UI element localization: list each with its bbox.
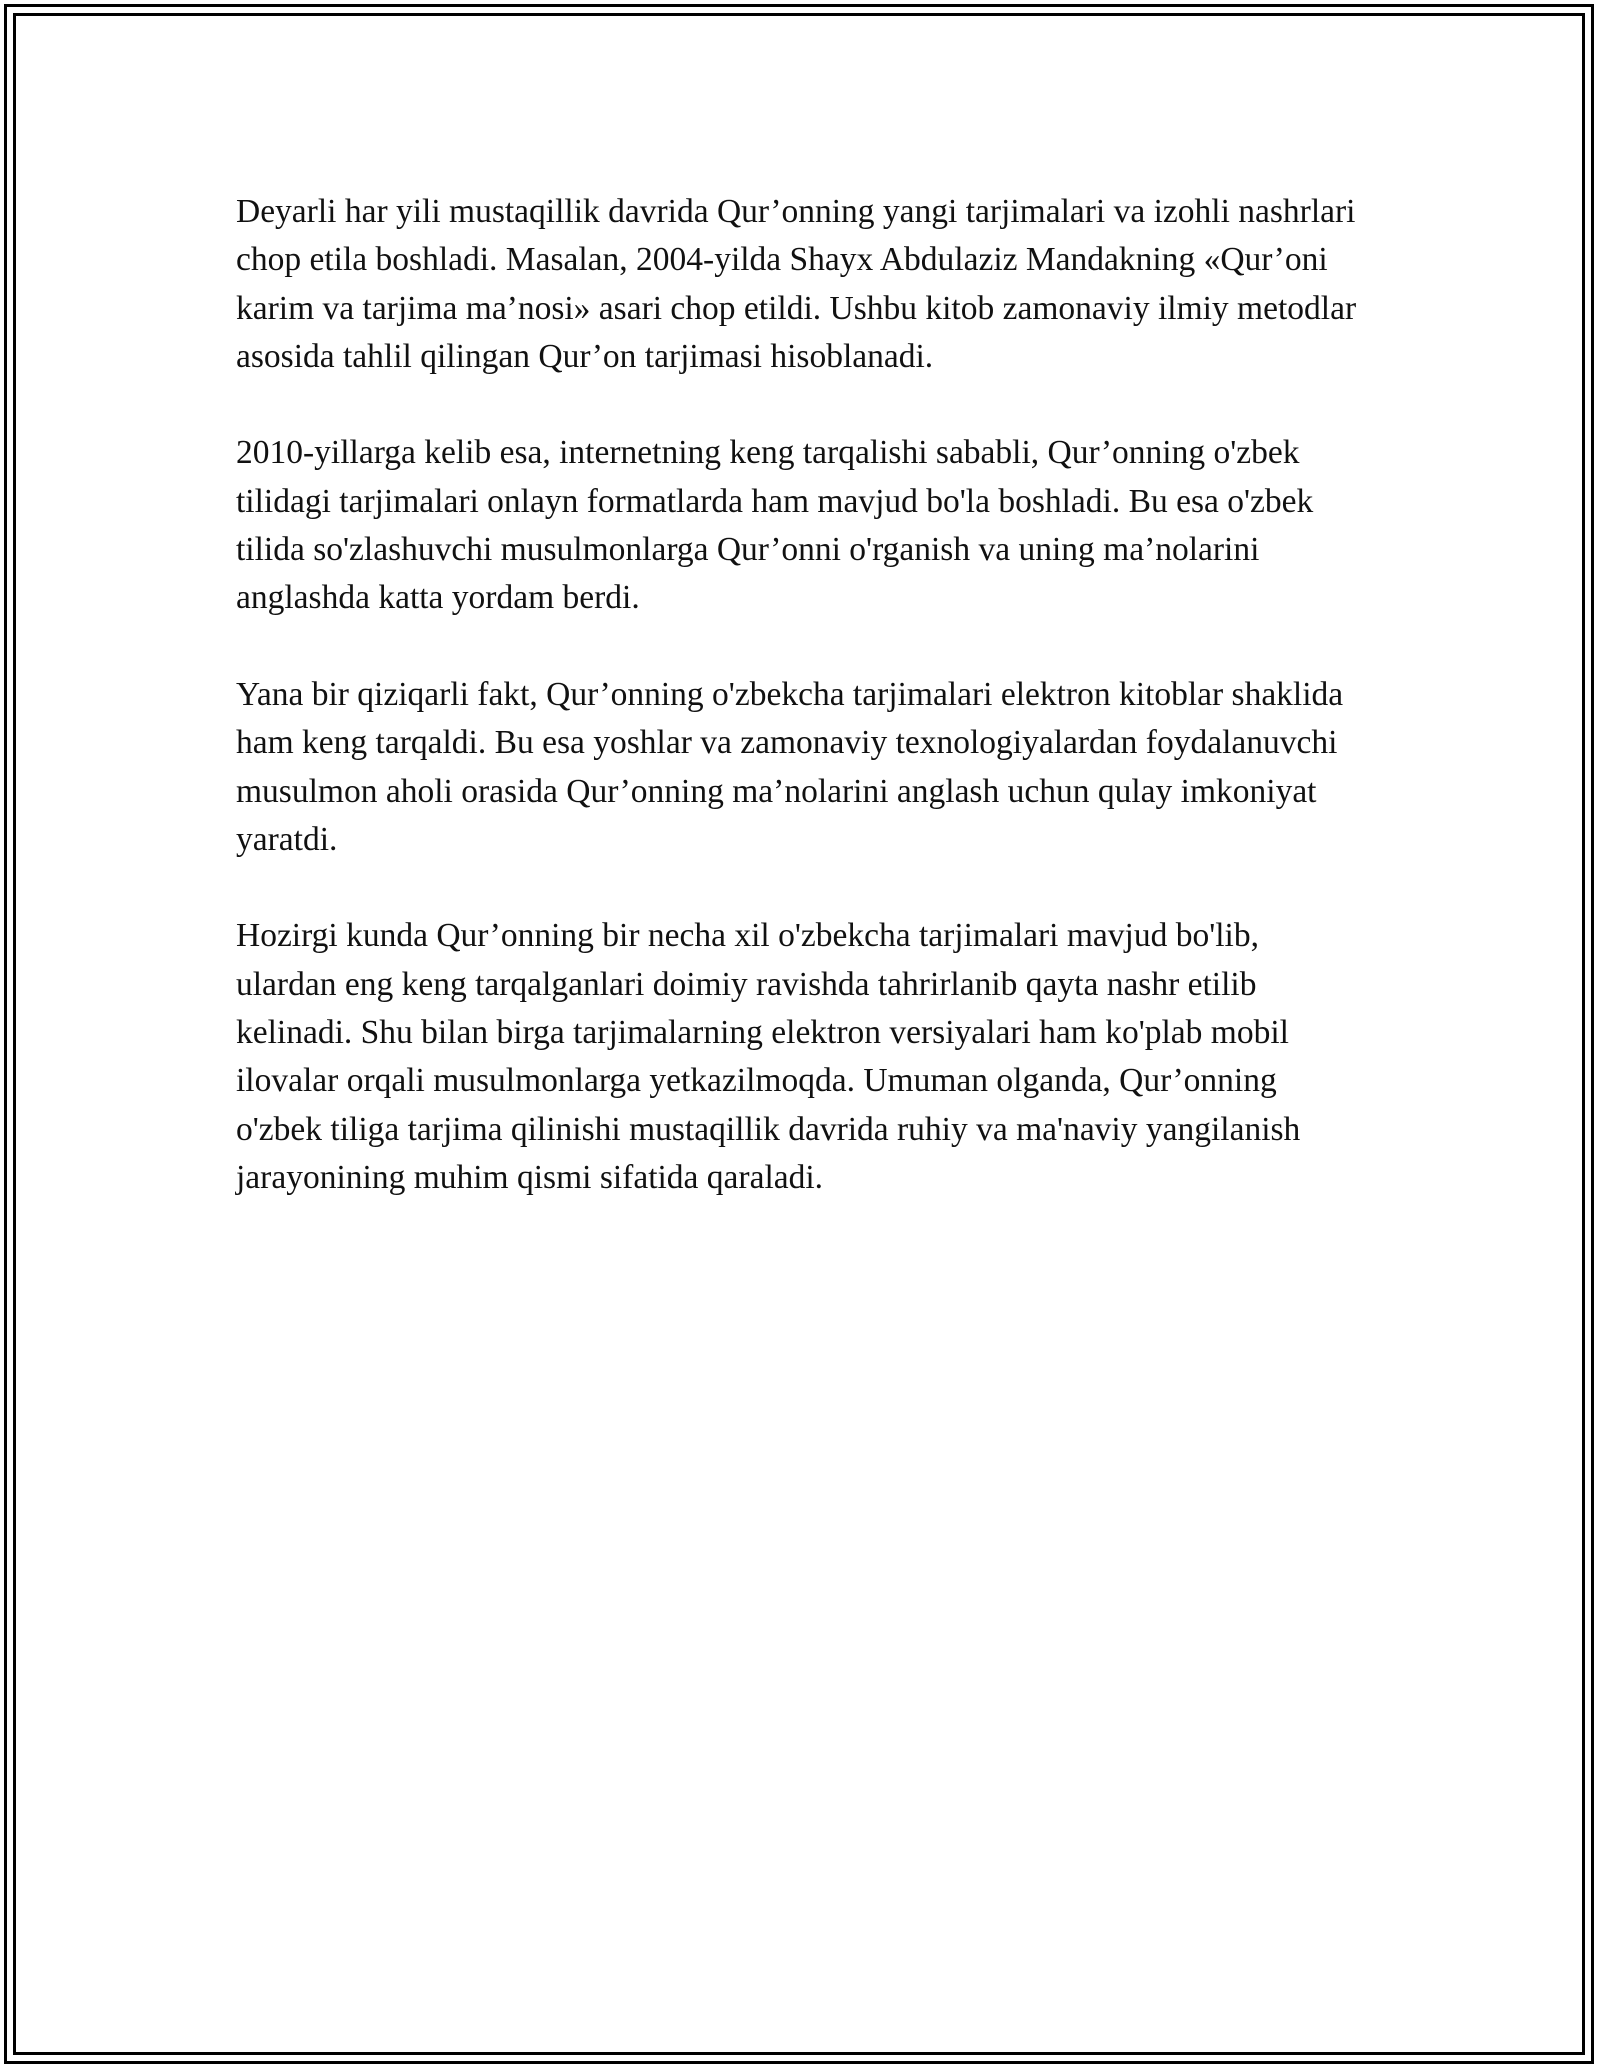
document-body (236, 188, 1366, 1251)
paragraph-1: Deyarli har yili mustaqillik davrida Qur’onning yangi tarjimalari va izohli nashrlari chop etila boshladi. Masalan, 2004-yilda Shayx Abdulaziz Mandakning «Qur’oni karim va tarjima ma’nosi» asari chop etildi. Ushbu kitob zamonaviy ilmiy metodlar asosida tahlil qilingan Qur’on tarjimasi hisoblanadi. (236, 193, 1357, 375)
paragraph-2: 2010-yillarga kelib esa, internetning keng tarqalishi sababli, Qur’onning o'zbek tilidagi tarjimalari onlayn formatlarda ham mavjud bo'la boshladi. Bu esa o'zbek tilida so'zlashuvchi musulmonlarga Qur’onni o'rganish va uning ma’nolarini anglashda katta yordam berdi. (236, 434, 1314, 617)
paragraph-4: Hozirgi kunda Qur’onning bir necha xil o'zbekcha tarjimalari mavjud bo'lib, ulardan eng keng tarqalganlari doimiy ravishda tahrirlanib qayta nashr etilib kelinadi. Shu bilan birga tarjimalarning elektron versiyalari ham ko'plab mobil ilovalar orqali musulmonlarga yetkazilmoqda. Umuman olganda, Qur’onning o'zbek tiliga tarjima qilinishi mustaqillik davrida ruhiy va ma'naviy yangilanish jarayonining muhim qismi sifatida qaraladi. (236, 917, 1301, 1196)
paragraph-3: Yana bir qiziqarli fakt, Qur’onning o'zbekcha tarjimalari elektron kitoblar shaklida ham keng tarqaldi. Bu esa yoshlar va zamonaviy texnologiyalardan foydalanuvchi musulmon aholi orasida Qur’onning ma’nolarini anglash uchun qulay imkoniyat yaratdi. (236, 675, 1344, 858)
